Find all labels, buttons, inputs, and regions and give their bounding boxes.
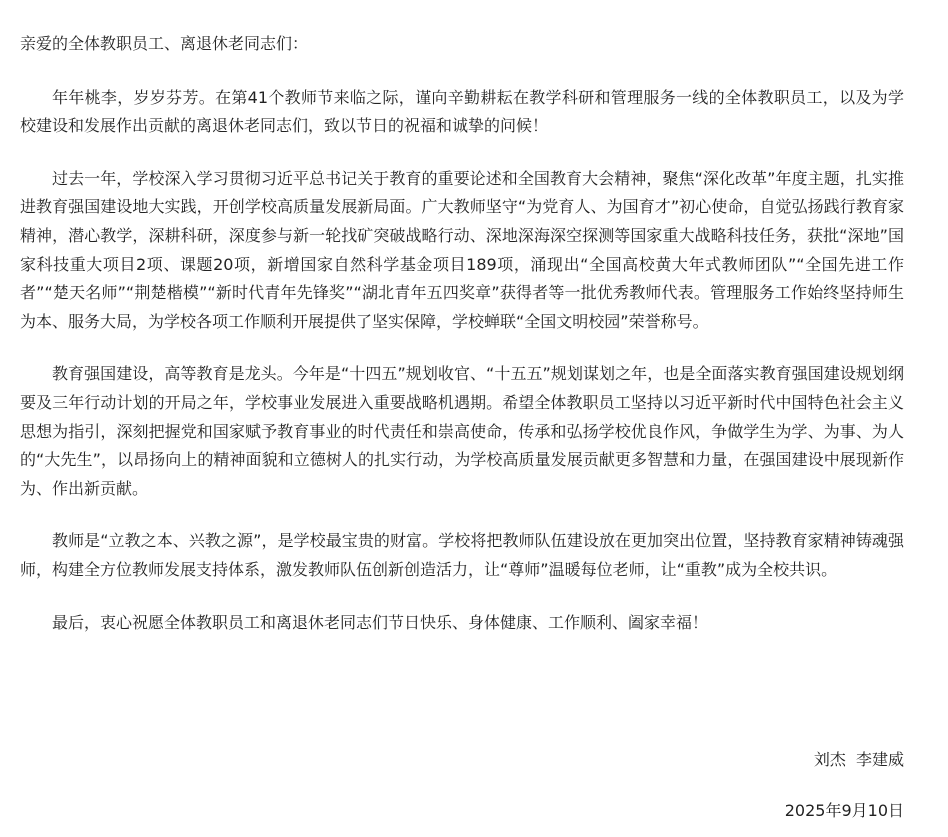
paragraph-teachers: 教师是“立教之本、兴教之源”，是学校最宝贵的财富。学校将把教师队伍建设放在更加突出位置，坚持教育家精神铸魂强师，构建全方位教师发展支持体系，激发教师队伍创新创造活力，让“尊师”温暖每位老师，让“重教”成为全校共识。: [20, 531, 904, 579]
paragraph-expectations: 教育强国建设，高等教育是龙头。今年是“十四五”规划收官、“十五五”规划谋划之年，也是全面落实教育强国建设规划纲要及三年行动计划的开局之年，学校事业发展进入重要战略机遇期。希望全体教职员工坚持以习近平新时代中国特色社会主义思想为指引，深刻把握党和国家赋予教育事业的时代责任和崇高使命，传承和弘扬学校优良作风，争做学生为学、为事、为人的“大先生”，以昂扬向上的精神面貌和立德树人的扎实行动，为学校高质量发展贡献更多智慧和力量，在强国建设中展现新作为、作出新贡献。: [20, 364, 904, 498]
salutation: 亲爱的全体教职员工、离退休老同志们：: [20, 34, 309, 53]
signature: 刘杰 李建威: [813, 750, 904, 769]
letter-date: 2025年9月10日: [784, 801, 904, 820]
paragraph-closing: 最后，衷心祝愿全体教职员工和离退休老同志们节日快乐、身体健康、工作顺利、阖家幸福！: [52, 612, 709, 632]
letter-body: [20, 30, 904, 661]
paragraph-greeting: 年年桃李，岁岁芬芳。在第41个教师节来临之际，谨向辛勤耕耘在教学科研和管理服务一线的全体教职员工，以及为学校建设和发展作出贡献的离退休老同志们，致以节日的祝福和诚挚的问候！: [20, 87, 904, 136]
paragraph-achievements: 过去一年，学校深入学习贯彻习近平总书记关于教育的重要论述和全国教育大会精神，聚焦“深化改革”年度主题，扎实推进教育强国建设地大实践，开创学校高质量发展新局面。广大教师坚守“为党育人、为国育才”初心使命，自觉弘扬践行教育家精神，潜心教学，深耕科研，深度参与新一轮找矿突破战略行动、深地深海深空探测等国家重大战略科技任务，获批“深地”国家科技重大项目2项、课题20项，新增国家自然科学基金项目189项，涌现出“全国高校黄大年式教师团队”“全国先进工作者”“楚天名师”“荆楚楷模”“新时代青年先锋奖”“湖北青年五四奖章”获得者等一批优秀教师代表。管理服务工作始终坚持师生为本、服务大局，为学校各项工作顺利开展提供了坚实保障，学校蝉联“全国文明校园”荣誉称号。: [20, 168, 904, 331]
